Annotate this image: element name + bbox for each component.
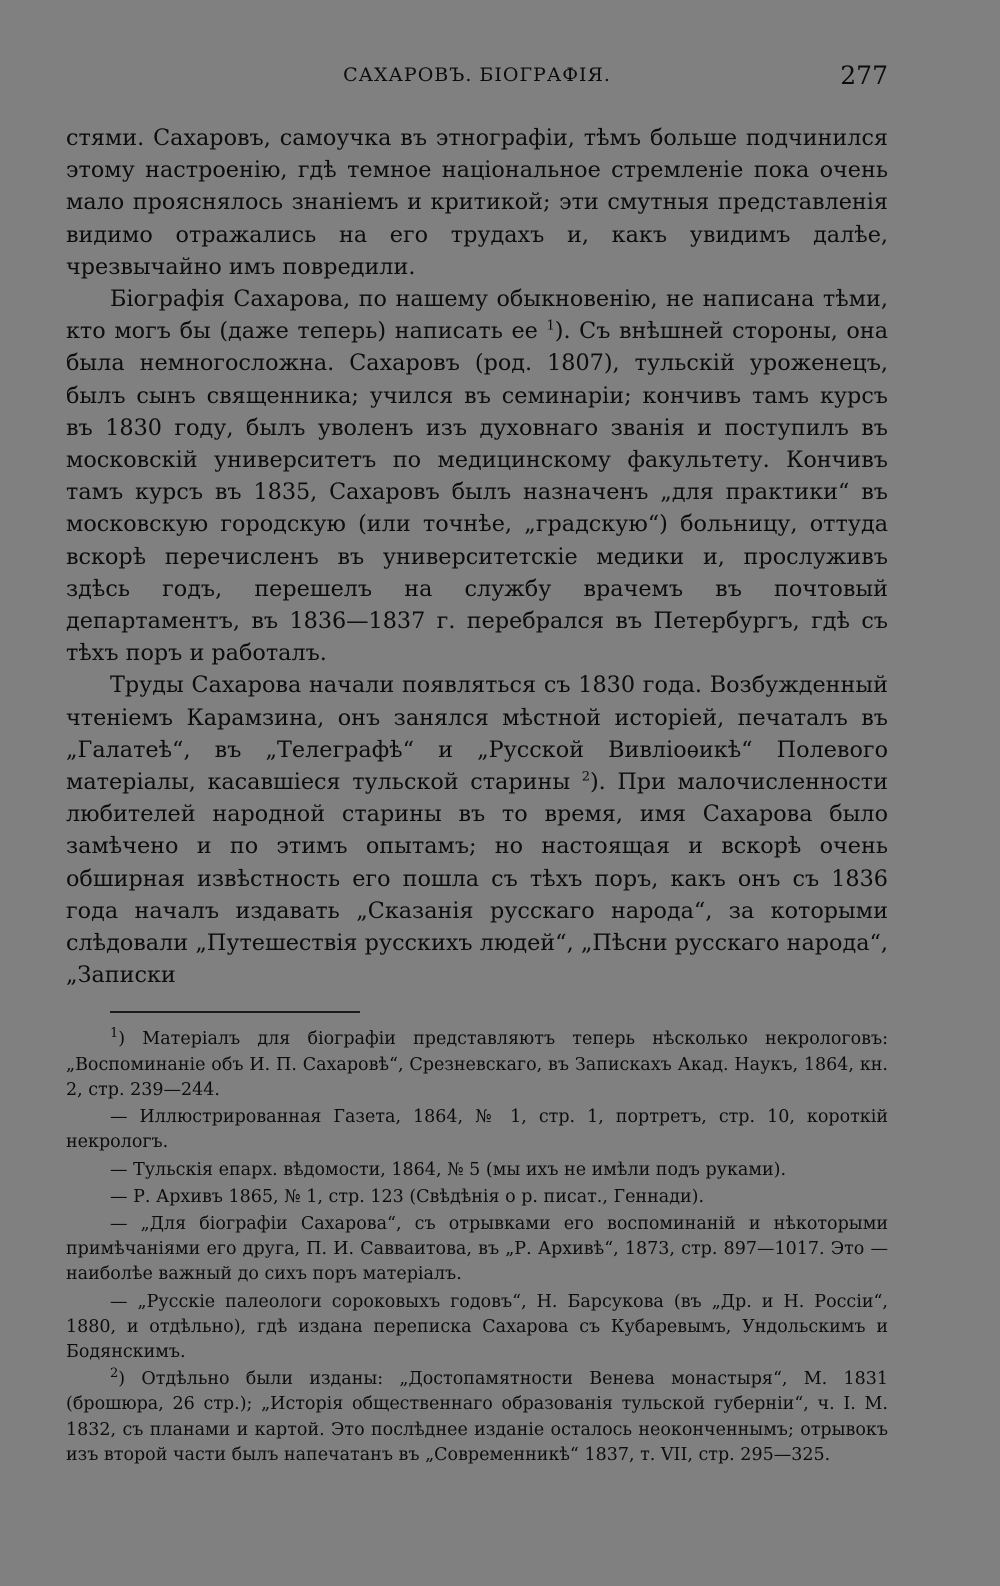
footnote bbox=[66, 1212, 888, 1288]
footnote-text: ) Отдѣльно были изданы: „Достопамятности Венева монастыря“, М. 1831 (брошюра, 26 стр.); „Исторія общественнаго образованія тульской губерніи“, ч. I. М. 1832, съ планами и картой. Это послѣднее изданіе осталось неоконченнымъ; отрывокъ изъ второй части былъ напечатанъ въ „Современникѣ“ 1837, т. VII, стр. 295—325. bbox=[66, 1369, 888, 1465]
page-header bbox=[66, 61, 888, 100]
footnote-separator bbox=[110, 1011, 360, 1013]
footnote bbox=[66, 1105, 888, 1155]
footnote bbox=[66, 1367, 888, 1468]
page-number: 277 bbox=[840, 61, 888, 90]
main-text bbox=[66, 122, 888, 991]
footnote bbox=[66, 1158, 888, 1183]
book-page bbox=[66, 61, 888, 1470]
footnote-text: — „Для біографіи Сахарова“, съ отрывками его воспоминаній и нѣкоторыми примѣчаніями его друга, П. И. Савваитова, въ „Р. Архивѣ“, 1873, стр. 897—1017. Это — наиболѣе важный до сихъ поръ матеріалъ. bbox=[66, 1213, 888, 1285]
footnote bbox=[66, 1185, 888, 1210]
footnote-text: — „Русскіе палеологи сороковыхъ годовъ“, Н. Барсукова (въ „Др. и Н. Россіи“, 1880, и отдѣльно), гдѣ издана переписка Сахарова съ Кубаревымъ, Ундольскимъ и Бодянскимъ. bbox=[66, 1291, 888, 1362]
paragraph-3 bbox=[66, 669, 888, 991]
footnote-text: — Р. Архивъ 1865, № 1, стр. 123 (Свѣдѣнія о р. писат., Геннади). bbox=[110, 1186, 705, 1207]
paragraph-1: стями. Сахаровъ, самоучка въ этнографіи, тѣмъ больше подчинился этому настроенію, гдѣ темное національное стремленіе пока очень мало прояснялось знаніемъ и критикой; эти смутныя представленія видимо отражались на его трудахъ и, какъ увидимъ далѣе, чрезвычайно имъ повредили. bbox=[66, 125, 888, 280]
footnote bbox=[66, 1290, 888, 1366]
paragraph-3-part-a: Труды Сахарова начали появляться съ 1830 года. Возбужденный чтеніемъ Карамзина, онъ занялся мѣстной исторіей, печаталъ въ „Галатеѣ“, въ „Телеграфѣ“ и „Русской Вивліоѳикѣ“ Полевого матеріалы, касавшіеся тульской старины bbox=[66, 672, 888, 796]
footnote-text: — Тульскія епарх. вѣдомости, 1864, № 5 (мы ихъ не имѣли подъ руками). bbox=[110, 1159, 787, 1180]
footnote-ref-1: 1 bbox=[546, 318, 555, 334]
footnote-marker: 2 bbox=[110, 1366, 119, 1382]
running-title: САХАРОВЪ. БІОГРАФІЯ. bbox=[343, 64, 611, 86]
paragraph-2-part-a: Біографія Сахарова, по нашему обыкновенію, не написана тѣми, кто могъ бы (даже теперь) написать ее bbox=[66, 286, 888, 345]
footnote-text: ) Матеріалъ для біографіи представляютъ теперь нѣсколько некрологовъ: „Воспоминаніе объ И. П. Сахаровѣ“, Срезневскаго, въ Запискахъ Акад. Наукъ, 1864, кн. 2, стр. 239—244. bbox=[66, 1029, 888, 1100]
footnote-ref-2: 2 bbox=[581, 769, 590, 785]
footnote bbox=[66, 1027, 888, 1103]
paragraph-2-part-b: ). Съ внѣшней стороны, она была немногосложна. Сахаровъ (род. 1807), тульскій уроженецъ, былъ сынъ священника; учился въ семинаріи; кончивъ тамъ курсъ въ 1830 году, былъ уволенъ изъ духовнаго званія и поступилъ въ московскій университетъ по медицинскому факультету. Кончивъ тамъ курсъ въ 1835, Сахаровъ былъ назначенъ „для практики“ въ московскую городскую (или точнѣе, „градскую“) больницу, оттуда вскорѣ перечисленъ въ университетскіе медики и, прослуживъ здѣсь годъ, перешелъ на службу врачемъ въ почтовый департаментъ, въ 1836—1837 г. перебрался въ Петербургъ, гдѣ съ тѣхъ поръ и работалъ. bbox=[66, 318, 888, 667]
footnote-text: — Иллюстрированная Газета, 1864, № 1, стр. 1, портретъ, стр. 10, короткій некрологъ. bbox=[66, 1107, 888, 1153]
footnotes bbox=[66, 1027, 888, 1467]
paragraph-3-part-b: ). При малочисленности любителей народной старины въ то время, имя Сахарова было замѣчено и по этимъ опытамъ; но настоящая и вскорѣ очень обширная извѣстность его пошла съ тѣхъ поръ, какъ онъ съ 1836 года началъ издавать „Сказанія русскаго народа“, за которыми слѣдовали „Путешествія русскихъ людей“, „Пѣсни русскаго народа“, „Записки bbox=[66, 769, 888, 989]
paragraph-2 bbox=[66, 283, 888, 669]
footnote-marker: 1 bbox=[110, 1026, 119, 1042]
